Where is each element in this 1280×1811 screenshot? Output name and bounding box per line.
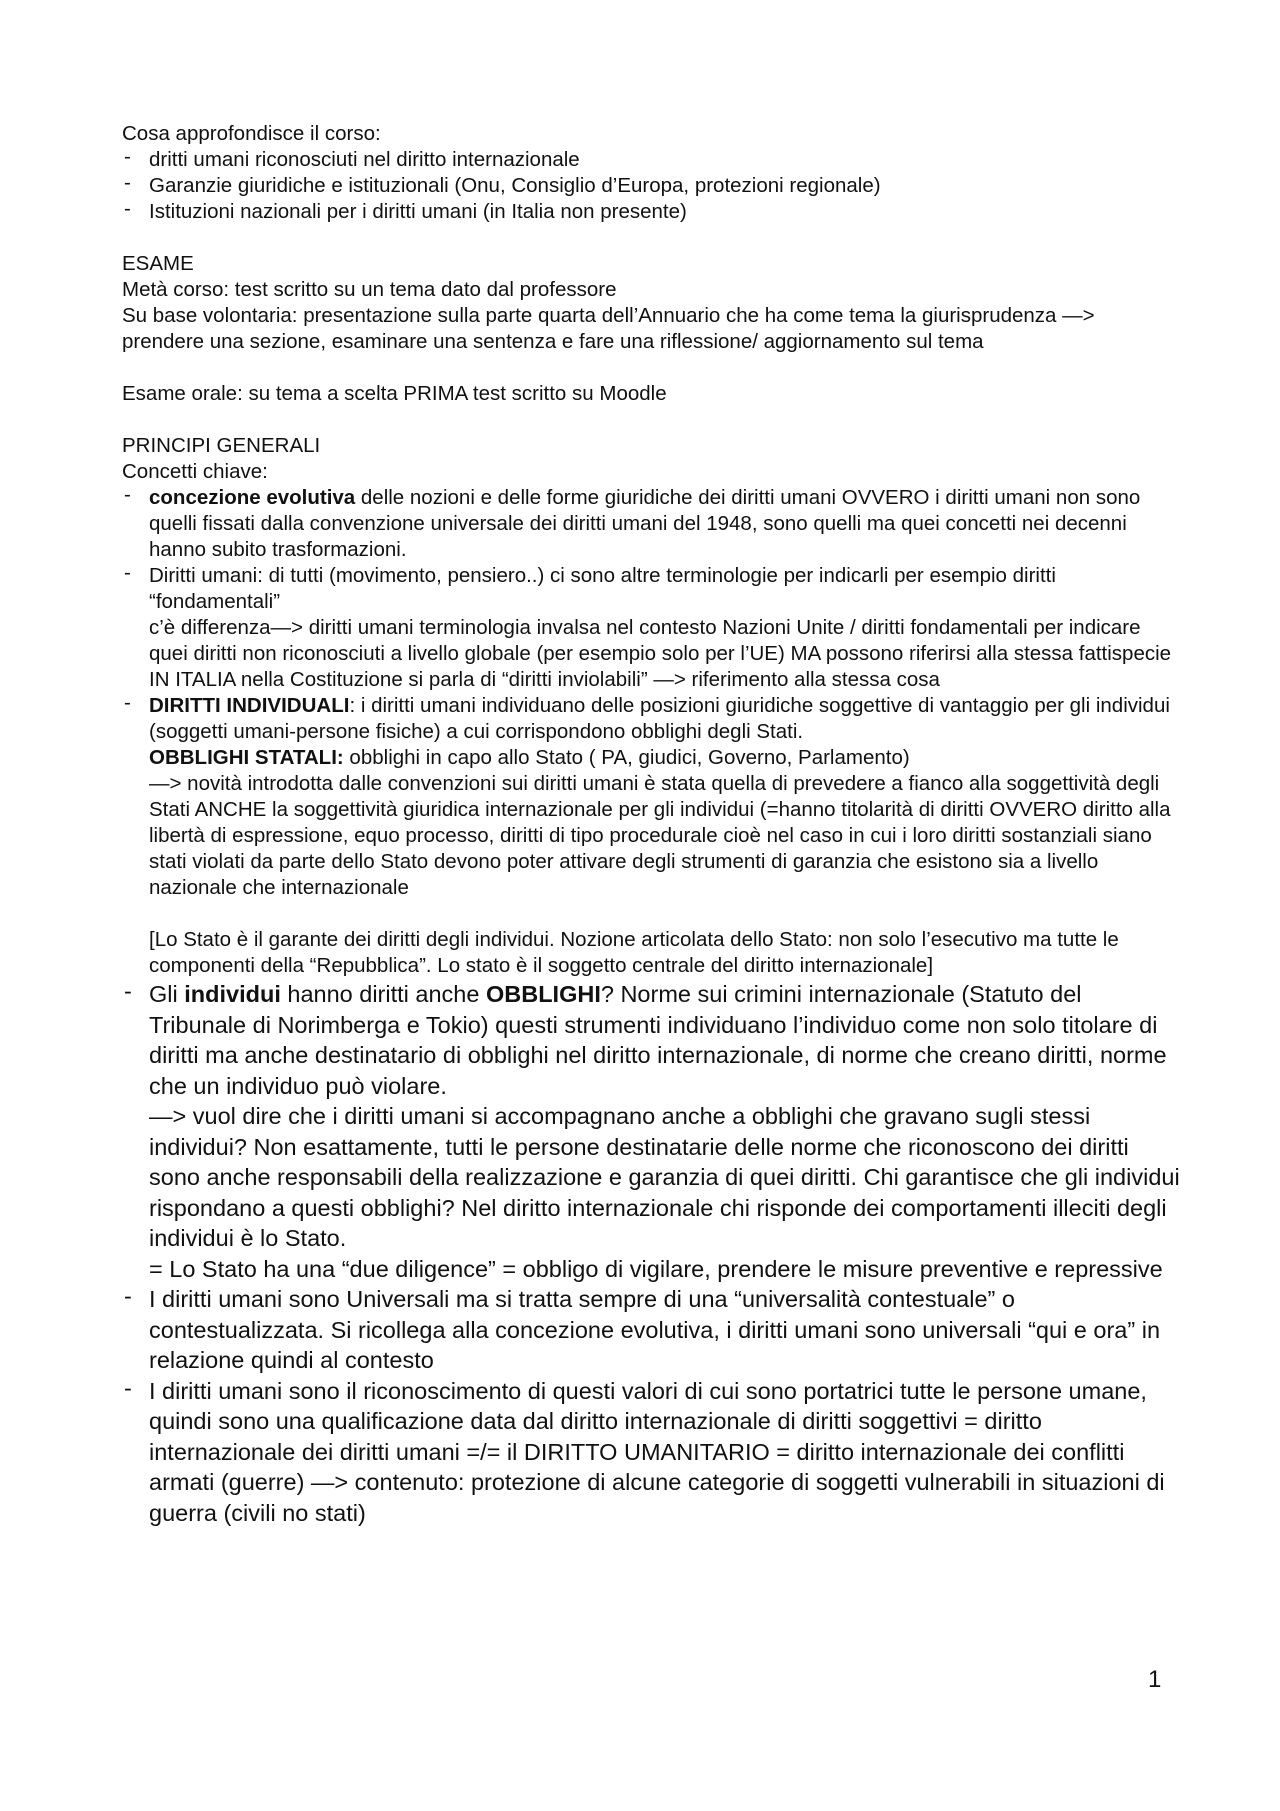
- list-item: - I diritti umani sono Universali ma si tratta sempre di una “universalità contestuale” o contestualizzata. Si ricollega alla concezione evolutiva, i diritti umani sono universali “qui e ora” in relazione quindi al contesto: [122, 1284, 1182, 1376]
- principi-heading: PRINCIPI GENERALI: [122, 434, 321, 457]
- list-item: - Gli individui hanno diritti anche OBBLIGHI? Norme sui crimini internazionale (Statuto del Tribunale di Norimberga e Tokio) questi strumenti individuano l’individuo come non solo titolare di diritti ma anche destinatario di obblighi nel diritto internazionale, di norme che creano diritti, norme che un individuo può violare. —> vuol dire che i diritti umani si accompagnano anche a obblighi che gravano sugli stessi individui? Non esattamente, tutti le persone destinatarie delle norme che riconoscono dei diritti sono anche responsabili della realizzazione e garanzia di quei diritti. Chi garantisce che gli individui rispondano a questi obblighi? Nel diritto internazionale chi risponde dei comportamenti illeciti degli individui è lo Stato. = Lo Stato ha una “due diligence” = obbligo di vigilare, prendere le misure preventive e repressive: [122, 979, 1182, 1284]
- document-page: [122, 121, 1182, 1528]
- bold-term: concezione evolutiva: [149, 486, 356, 509]
- list-item: - dritti umani riconosciuti nel diritto internazionale: [122, 147, 1182, 173]
- intro-section: [122, 121, 1182, 225]
- list-item: - I diritti umani sono il riconoscimento di questi valori di cui sono portatrici tutte le persone umane, quindi sono una qualificazione data dal diritto internazionale di diritti soggettivi = diritto internazionale dei diritti umani =/= il DIRITTO UMANITARIO = diritto internazionale dei conflitti armati (guerre) —> contenuto: protezione di alcune categorie di soggetti vulnerabili in situazioni di guerra (civili no stati): [122, 1376, 1182, 1529]
- list-item: - Garanzie giuridiche e istituzionali (Onu, Consiglio d’Europa, protezioni regionale): [122, 173, 1182, 199]
- principi-list: [122, 485, 1182, 1528]
- principi-subheading: Concetti chiave:: [122, 460, 268, 483]
- intro-list: [122, 147, 1182, 225]
- page-number: 1: [1148, 1666, 1162, 1693]
- list-item: - concezione evolutiva delle nozioni e delle forme giuridiche dei diritti umani OVVERO i diritti umani non sono quelli fissati dalla convenzione universale dei diritti umani del 1948, sono quelli ma quei concetti nei decenni hanno subito trasformazioni.: [122, 485, 1182, 563]
- list-item: - Diritti umani: di tutti (movimento, pensiero..) ci sono altre terminologie per indicarli per esempio diritti “fondamentali” c’è differenza—> diritti umani terminologia invalsa nel contesto Nazioni Unite / diritti fondamentali per indicare quei diritti non riconosciuti a livello globale (per esempio solo per l’UE) MA possono riferirsi alla stessa fattispecie IN ITALIA nella Costituzione si parla di “diritti inviolabili” —> riferimento alla stessa cosa: [122, 563, 1182, 693]
- bold-term: OBBLIGHI: [485, 981, 601, 1007]
- list-item: - DIRITTI INDIVIDUALI: i diritti umani individuano delle posizioni giuridiche soggettive di vantaggio per gli individui (soggetti umani-persone fisiche) a cui corrispondono obblighi degli Stati. OBBLIGHI STATALI: obblighi in capo allo Stato ( PA, giudici, Governo, Parlamento) —> novità introdotta dalle convenzioni sui diritti umani è stata quella di prevedere a fianco alla soggettività degli Stati ANCHE la soggettività giuridica internazionale per gli individui (=hanno titolarità di diritti OVVERO diritto alla libertà di espressione, equo processo, diritti di tipo procedurale cioè nel caso in cui i loro diritti sostanziali siano stati violati da parte dello Stato devono poter attivare degli strumenti di garanzia che esistono sia a livello nazionale che internazionale [Lo Stato è il garante dei diritti degli individui. Nozione articolata dello Stato: non solo l’esecutivo ma tutte le componenti della “Repubblica”. Lo stato è il soggetto centrale del diritto internazionale]: [122, 693, 1182, 979]
- bold-term: OBBLIGHI STATALI:: [149, 746, 344, 769]
- esame-heading: ESAME: [122, 252, 194, 275]
- esame-line: Esame orale: su tema a scelta PRIMA test scritto su Moodle: [122, 382, 667, 405]
- bold-term: DIRITTI INDIVIDUALI: [149, 694, 350, 717]
- esame-line: Metà corso: test scritto su un tema dato dal professore: [122, 278, 617, 301]
- principi-section: [122, 433, 1182, 1528]
- esame-section: [122, 251, 1182, 407]
- esame-line: Su base volontaria: presentazione sulla parte quarta dell’Annuario che ha come tema la giurisprudenza —> prendere una sezione, esaminare una sentenza e fare una riflessione/ aggiornamento sul tema: [122, 304, 1095, 353]
- list-item: - Istituzioni nazionali per i diritti umani (in Italia non presente): [122, 199, 1182, 225]
- bold-term: individui: [184, 981, 281, 1007]
- intro-title: Cosa approfondisce il corso:: [122, 122, 381, 145]
